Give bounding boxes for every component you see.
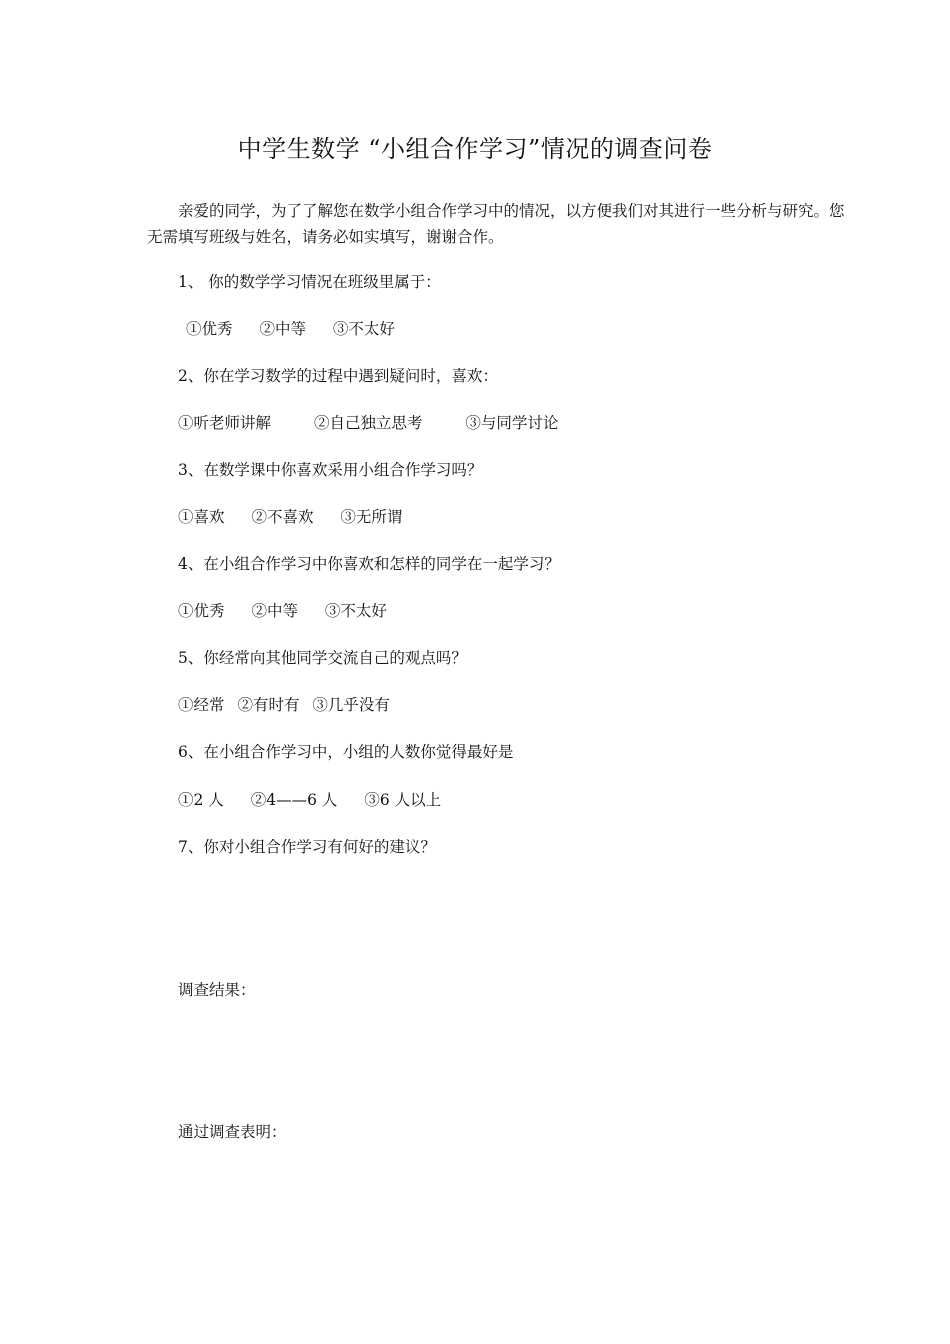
question-7: 7、你对小组合作学习有何好的建议？ [178,838,436,856]
conclusion-label: 通过调查表明： [178,1123,287,1141]
option-3: ③不太好 [332,320,395,338]
intro-paragraph [147,198,847,250]
option-3: ③与同学讨论 [465,414,559,432]
question-2: 2、你在学习数学的过程中遇到疑问时，喜欢： [178,367,498,385]
option-2: ②中等 [259,320,306,338]
question-2-options [178,412,558,434]
question-4: 4、在小组合作学习中你喜欢和怎样的同学在一起学习？ [178,555,560,573]
question-3-options [178,506,402,528]
option-2: ②自己独立思考 [313,414,423,432]
question-3: 3、在数学课中你喜欢采用小组合作学习吗？ [178,461,483,479]
option-3: ③无所谓 [340,508,403,526]
option-3: ③不太好 [324,602,387,620]
question-1-options [186,318,395,340]
question-4-options [178,600,387,622]
option-1: ①优秀 [186,320,233,338]
option-1: ①听老师讲解 [178,414,272,432]
question-5-options [178,694,390,716]
option-3: ③几乎没有 [312,696,390,714]
option-2: ②有时有 [237,696,300,714]
question-6-options [178,789,441,811]
option-1: ①2 人 [178,791,224,809]
question-1: 1、 你的数学学习情况在班级里属于： [178,273,441,291]
option-2: ②不喜欢 [251,508,314,526]
option-3: ③6 人以上 [364,791,442,809]
results-label: 调查结果： [178,981,256,999]
option-1: ①经常 [178,696,225,714]
option-2: ②4——6 人 [250,791,338,809]
option-1: ①优秀 [178,602,225,620]
option-2: ②中等 [251,602,298,620]
document-title: 中学生数学 “小组合作学习”情况的调查问卷 [237,135,713,163]
question-5: 5、你经常向其他同学交流自己的观点吗？ [178,649,467,667]
option-1: ①喜欢 [178,508,225,526]
question-6: 6、在小组合作学习中，小组的人数你觉得最好是 [178,743,514,761]
intro-text: 亲爱的同学，为了了解您在数学小组合作学习中的情况，以方便我们对其进行一些分析与研究。您无需填写班级与姓名，请务必如实填写，谢谢合作。 [147,202,845,246]
